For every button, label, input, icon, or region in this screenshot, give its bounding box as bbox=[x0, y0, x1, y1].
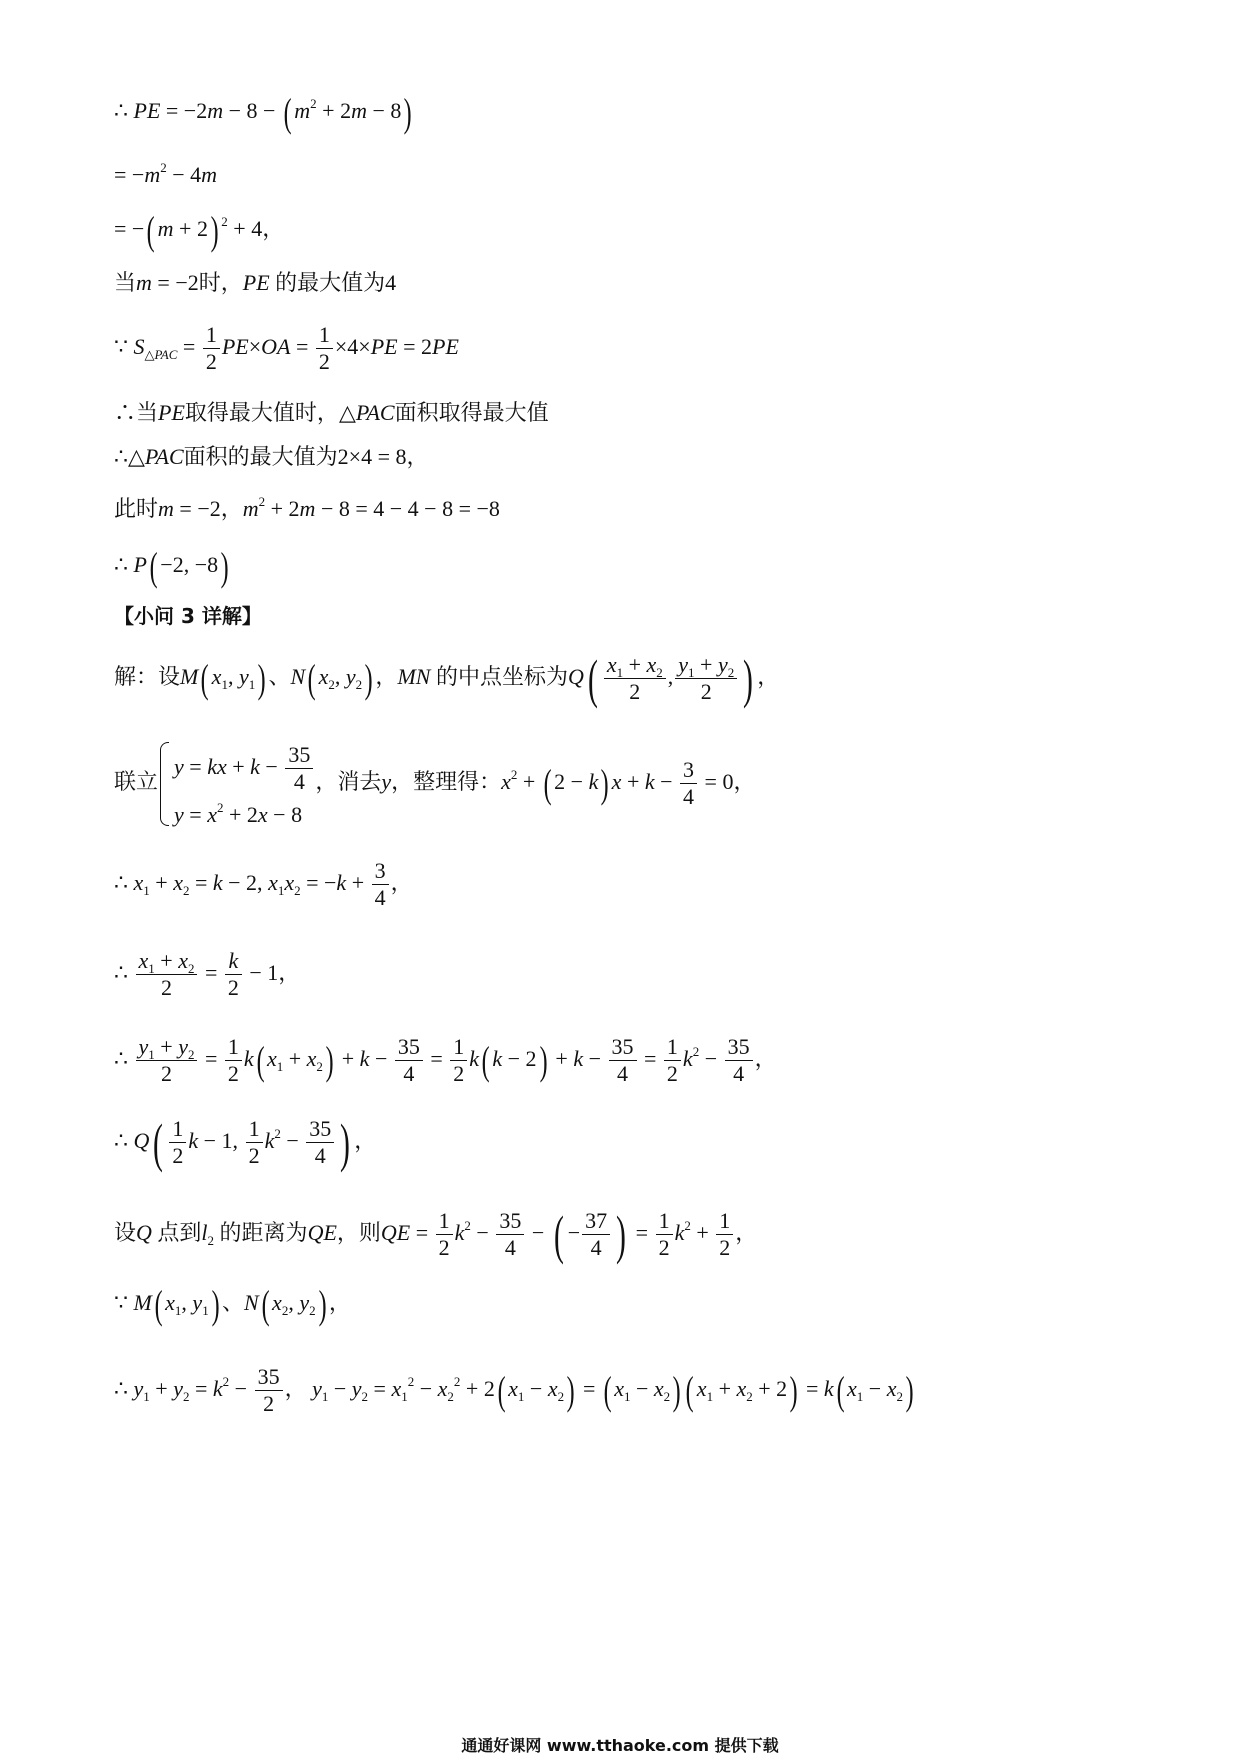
eq-line-15: ∴ Q( $\frac{1}{2}$ k − 1, $\frac{1}{2}$ $k^2$ − $\frac{35}{4}$ ) ， bbox=[114, 1112, 377, 1173]
eq-line-7: ∴△PAC面积的最大值为2×4 = 8， bbox=[114, 444, 429, 469]
eq-line-11: 联立 y = kx + k − $\frac{35}{4}$ $y = x^2 + 2x - 8$ ，消去y，整理得：$x^2$ + ( 2 − k) x + k − $\frac{3}{4}$ = 0， bbox=[114, 738, 755, 830]
section-heading: 【小问 3 详解】 bbox=[114, 604, 262, 628]
eq-line-3: = −( m + 2) $^2$ + 4， bbox=[114, 207, 285, 253]
eq-line-10: 解：设M( $x_1$, $y_1$) 、N( $x_2$, $y_2$) ，MN 的中点坐标为Q( $\frac{x_1 + x_2}{2}$ , $\frac{y_1 + y_2}{2}$ ) ， bbox=[114, 648, 780, 709]
eq-line-8: 此时m = −2，$m^2 + 2m - 8 = 4 - 4 - 8 = -8$ bbox=[114, 494, 500, 521]
equation-system: y = kx + k − $\frac{35}{4}$ $y = x^2 + 2x - 8$ bbox=[160, 738, 315, 830]
eq-line-2: = $-m^2 - 4m$ bbox=[114, 160, 218, 187]
eq-line-4: 当m = −2时，PE 的最大值为4 bbox=[114, 270, 397, 295]
eq-line-17: ∵ M( $x_1$, $y_1$) 、N( $x_2$, $y_2$) ， bbox=[114, 1281, 351, 1327]
eq-line-5: ∵ $S_{\triangle PAC}$ = $\frac{1}{2}$ PE×OA = $\frac{1}{2}$ ×4×PE = 2PE bbox=[114, 322, 459, 375]
eq-line-1: ∴ PE = −2m − 8 − ( $m^2 + 2m - 8$) bbox=[114, 89, 413, 135]
eq-line-13: ∴ $\frac{x_1 + x_2}{2}$ = $\frac{k}{2}$ − 1， bbox=[114, 948, 301, 1001]
eq-line-14: ∴ $\frac{y_1 + y_2}{2}$ = $\frac{1}{2}$ k( $x_1 + x_2) + k$ − $\frac{35}{4}$ = $\frac{1}{2}$ k( k − 2) + k − $\frac{35}{4}$ = $\frac{1}{2}$ $k^2$ − $\frac{35}{4}$ ， bbox=[114, 1034, 777, 1087]
eq-line-18: ∴ $y_1 + y_2 = k^2$ − $\frac{35}{2}$ ， $y_1 - y_2 = x_1^2 - x_2^2 + 2$( $x_1 - x_2$) = ( $x_1 - x_2$) ( $x_1 + x_2 + 2) = k$( $x_1 - x_2$) bbox=[114, 1364, 914, 1417]
eq-line-6: ∴当PE取得最大值时，△PAC面积取得最大值 bbox=[114, 400, 549, 425]
eq-line-16: 设Q 点到$l_2$ 的距离为QE，则QE = $\frac{1}{2}$ $k^2$ − $\frac{35}{4}$ − ( − $\frac{37}{4}$ ) = $\frac{1}{2}$ $k^2$ + $\frac{1}{2}$ ， bbox=[114, 1204, 758, 1265]
eq-line-9: ∴ P( −2, −8) bbox=[114, 543, 229, 589]
eq-line-12: ∴ $x_1 + x_2 = k - 2$, $x_1x_2 = -k$ + $\frac{3}{4}$ ， bbox=[114, 858, 413, 911]
page-footer: 通通好课网 www.tthaoke.com 提供下载 bbox=[461, 1736, 779, 1755]
